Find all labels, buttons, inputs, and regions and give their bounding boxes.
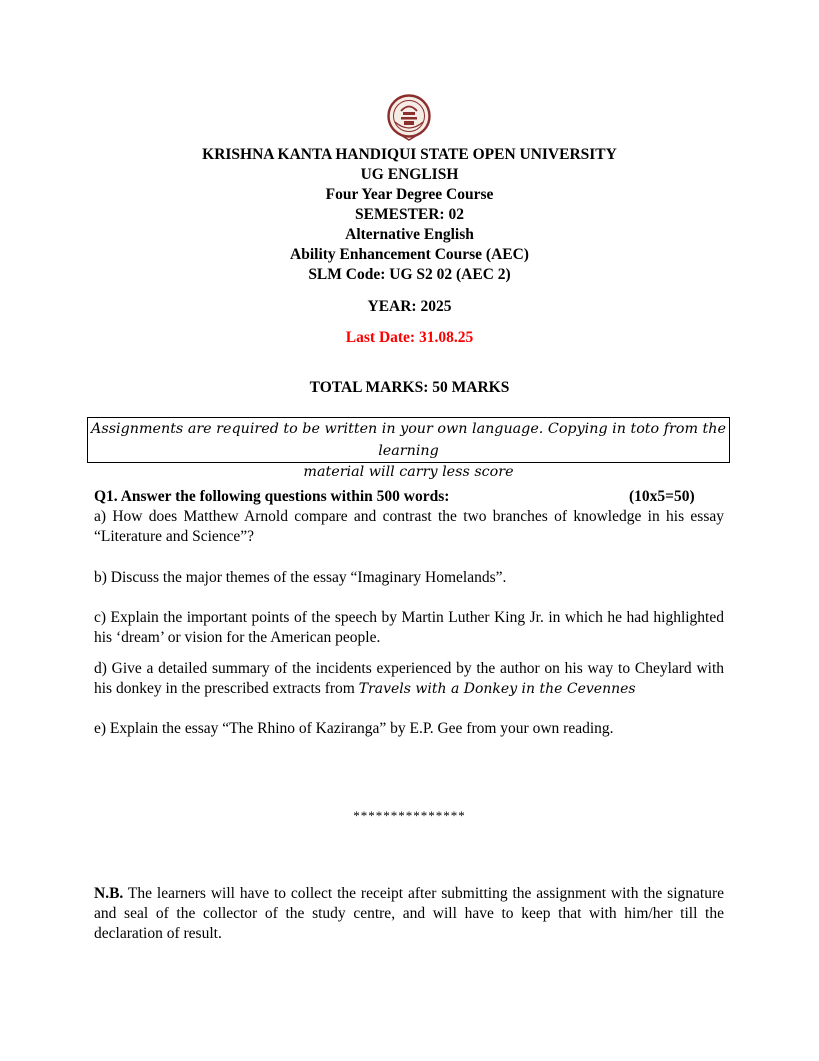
program-name: UG ENGLISH: [360, 166, 459, 183]
question-c: c) Explain the important points of the speech by Martin Luther King Jr. in which he had highlighted his ‘dream’ or vision for the American people.: [94, 609, 724, 646]
semester: SEMESTER: 02: [355, 206, 464, 223]
separator-stars: ***************: [353, 808, 466, 823]
notice-line-1: Assignments are required to be written in your own language. Copying in toto from the learning: [91, 421, 726, 459]
question-marks: (10x5=50): [629, 488, 695, 505]
course-category: Ability Enhancement Course (AEC): [290, 246, 529, 263]
total-marks: TOTAL MARKS: 50 MARKS: [309, 379, 510, 396]
university-name: KRISHNA KANTA HANDIQUI STATE OPEN UNIVERSITY: [202, 146, 617, 163]
question-d-text: d) Give a detailed summary of the incidents experienced by the author on his way to Cheylard with his donkey in the prescribed extracts from: [94, 660, 724, 697]
assignment-notice-box: [87, 417, 730, 480]
question-d-book-title: Travels with a Donkey in the Cevennes: [358, 681, 636, 697]
course-type: Four Year Degree Course: [325, 186, 494, 203]
last-date: Last Date: 31.08.25: [345, 329, 474, 346]
notice-line-2: material will carry less score: [303, 464, 514, 480]
question-a: a) How does Matthew Arnold compare and contrast the two branches of knowledge in his essay “Literature and Science”?: [94, 508, 724, 545]
footer-note: [94, 884, 724, 944]
university-seal-logo: [387, 94, 431, 142]
question-e: e) Explain the essay “The Rhino of Kaziranga” by E.P. Gee from your own reading.: [94, 720, 614, 737]
question-d: [94, 659, 724, 699]
slm-code: SLM Code: UG S2 02 (AEC 2): [308, 266, 511, 283]
nb-label: N.B.: [94, 885, 124, 902]
question-heading: Q1. Answer the following questions within 500 words:: [94, 488, 450, 505]
subject-name: Alternative English: [345, 226, 474, 243]
nb-text: The learners will have to collect the receipt after submitting the assignment with the signature and seal of the collector of the study centre, and will have to keep that with him/her till the declaration of result.: [94, 885, 724, 942]
year: YEAR: 2025: [367, 298, 452, 315]
question-b: b) Discuss the major themes of the essay “Imaginary Homelands”.: [94, 569, 507, 586]
